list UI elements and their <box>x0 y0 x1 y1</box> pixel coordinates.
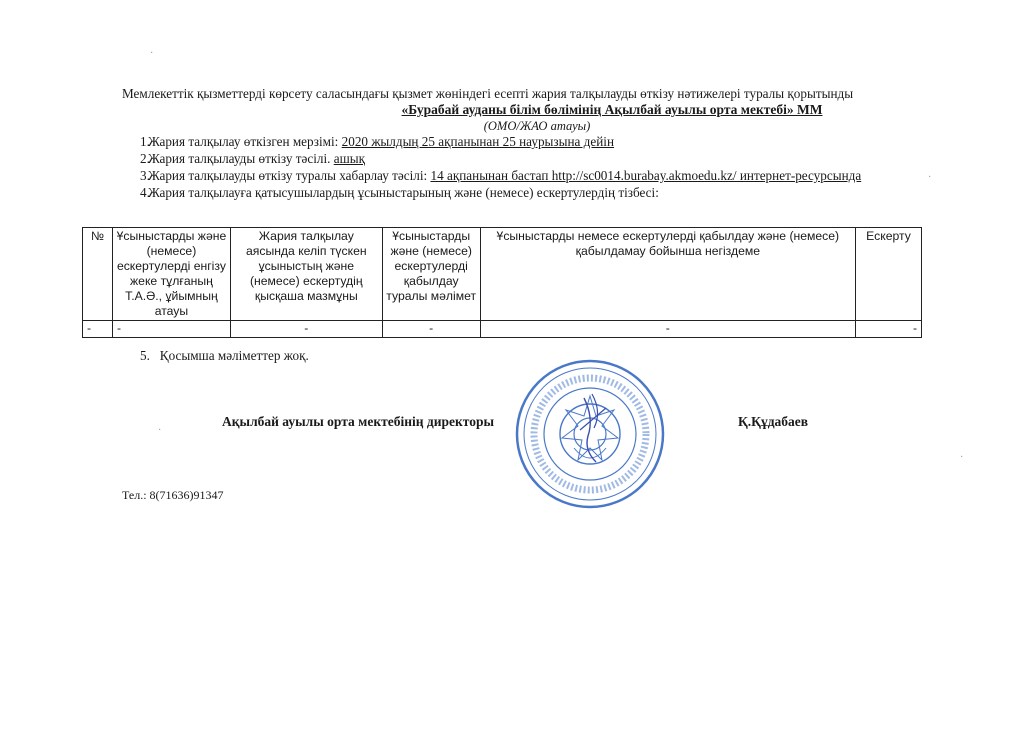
organization-name <box>0 102 1024 118</box>
table-cell: - <box>382 321 480 338</box>
table-cell: - <box>230 321 382 338</box>
list-item <box>122 133 908 150</box>
scan-speck: · <box>150 48 154 59</box>
item-number: 1. <box>140 134 150 149</box>
item-number: 2. <box>140 151 150 166</box>
table-cell: - <box>480 321 855 338</box>
organization-subtitle: (ОМО/ЖАО атауы) <box>483 119 591 133</box>
list-item <box>122 184 908 201</box>
item-number: 4. <box>140 185 150 200</box>
scan-speck: · <box>158 425 162 436</box>
info-list <box>122 133 908 201</box>
table-cell: - <box>83 321 113 338</box>
item-value: ашық <box>333 151 365 166</box>
item-value-suffix: интернет-ресурсында <box>736 168 862 183</box>
scan-speck: · <box>960 452 964 463</box>
table-cell: - <box>856 321 922 338</box>
table-cell: - <box>112 321 230 338</box>
table-header-row <box>83 228 922 321</box>
list-item-5 <box>140 348 309 364</box>
col-header-justification: Ұсыныстарды немесе ескертулерді қабылдау және (немесе) қабылдамау бойынша негіздеме <box>480 228 855 321</box>
col-header-acceptance: Ұсыныстарды және (немесе) ескертулерді қабылдау туралы мәлімет <box>382 228 480 321</box>
col-header-number: № <box>83 228 113 321</box>
item-value: 14 ақпанынан бастап http://sc0014.burabay.akmoedu.kz/ <box>430 168 737 183</box>
organization-name-text: «Бурабай ауданы білім бөлімінің Ақылбай ауылы орта мектебі» ММ <box>401 102 823 117</box>
item-text: Жария талқылауды өткізу тәсілі. <box>148 151 334 166</box>
item-text: Жария талқылауға қатысушылардың ұсыныстарының және (немесе) ескертулердің тізбесі: <box>148 185 659 200</box>
signature-position: Ақылбай ауылы орта мектебінің директоры <box>222 414 495 429</box>
proposals-table <box>82 227 922 338</box>
item-number: 3. <box>140 168 150 183</box>
phone-number: Тел.: 8(71636)91347 <box>122 488 224 502</box>
official-seal-icon <box>514 358 666 510</box>
item-number: 5. <box>140 348 150 363</box>
item-text: Жария талқылауды өткізу туралы хабарлау тәсілі: <box>148 168 431 183</box>
col-header-summary: Жария талқылау аясында келіп түскен ұсыныстың және (немесе) ескертудің қысқаша мазмұны <box>230 228 382 321</box>
signature-name: Қ.Құдабаев <box>738 414 809 429</box>
scan-speck: · <box>928 172 932 183</box>
item-value: 2020 жылдың 25 ақпанынан 25 наурызына дейін <box>341 134 615 149</box>
col-header-submitter: Ұсыныстарды және (немесе) ескертулерді енгізу жеке тұлғаның Т.А.Ә., ұйымның атауы <box>112 228 230 321</box>
table-row <box>83 321 922 338</box>
list-item <box>122 167 908 184</box>
col-header-note: Ескерту <box>856 228 922 321</box>
document-intro: Мемлекеттік қызметтерді көрсету саласындағы қызмет жөніндегі есепті жария талқылауды өткізу нәтижелері туралы қорытынды <box>122 86 854 101</box>
item-text: Жария талқылау өткізген мерзімі: <box>148 134 342 149</box>
list-item <box>122 150 908 167</box>
item-text: Қосымша мәліметтер жоқ. <box>159 348 309 363</box>
